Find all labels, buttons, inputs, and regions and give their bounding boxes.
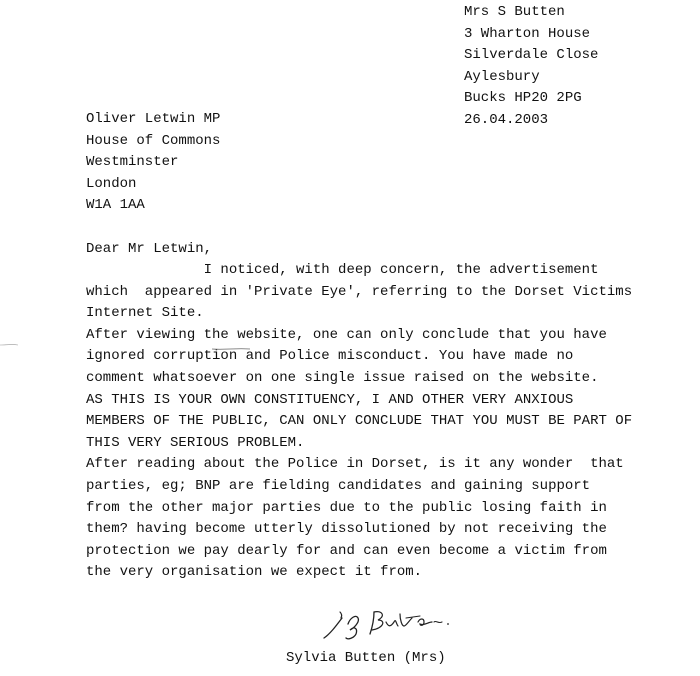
body-line: I noticed, with deep concern, the advertisement: [86, 262, 599, 278]
body-line: Internet Site.: [86, 305, 204, 322]
handwritten-signature: [320, 604, 470, 644]
recipient-address: [86, 109, 220, 217]
body-line: which appeared in 'Private Eye', referring to the Dorset Victims: [86, 283, 633, 300]
recipient-name: Oliver Letwin MP: [86, 111, 221, 127]
recipient-address-line-2: Westminster: [86, 154, 179, 171]
body-line: AS THIS IS YOUR OWN CONSTITUENCY, I AND OTHER VERY ANXIOUS: [86, 391, 574, 408]
body-line: ignored corruption and Police misconduct. You have made no: [86, 348, 574, 365]
body-line: from the other major parties due to the public losing faith in: [86, 499, 607, 516]
sender-address-line-2: Silverdale Close: [464, 47, 599, 64]
body-line: THIS VERY SERIOUS PROBLEM.: [86, 434, 305, 451]
salutation: Dear Mr Letwin,: [86, 241, 213, 257]
body-line: protection we pay dearly for and can even become a victim from: [86, 542, 607, 559]
body-line: After viewing the website, one can only conclude that you have: [86, 326, 607, 343]
sender-address-line-3: Aylesbury: [464, 68, 540, 85]
recipient-address-line-1: House of Commons: [86, 132, 221, 149]
recipient-address-line-3: London: [86, 175, 137, 192]
letter-date: 26.04.2003: [464, 111, 549, 128]
body-line: After reading about the Police in Dorset, is it any wonder that: [86, 456, 624, 473]
letter-body: [86, 260, 632, 584]
signature-name: Sylvia Butten (Mrs): [286, 650, 446, 666]
body-line: parties, eg; BNP are fielding candidates and gaining support: [86, 477, 591, 494]
body-line: MEMBERS OF THE PUBLIC, CAN ONLY CONCLUDE THAT YOU MUST BE PART OF: [86, 413, 633, 430]
body-line: them? having become utterly dissolutioned by not receiving the: [86, 521, 607, 538]
signature-scribble: [320, 604, 470, 644]
sender-address-line-1: 3 Wharton House: [464, 25, 591, 42]
recipient-address-line-4: W1A 1AA: [86, 197, 145, 214]
body-line: the very organisation we expect it from.: [86, 564, 423, 581]
body-line: comment whatsoever on one single issue raised on the website.: [86, 369, 599, 386]
sender-name: Mrs S Butten: [464, 4, 565, 20]
sender-address: [464, 2, 598, 132]
sender-address-line-4: Bucks HP20 2PG: [464, 90, 582, 107]
